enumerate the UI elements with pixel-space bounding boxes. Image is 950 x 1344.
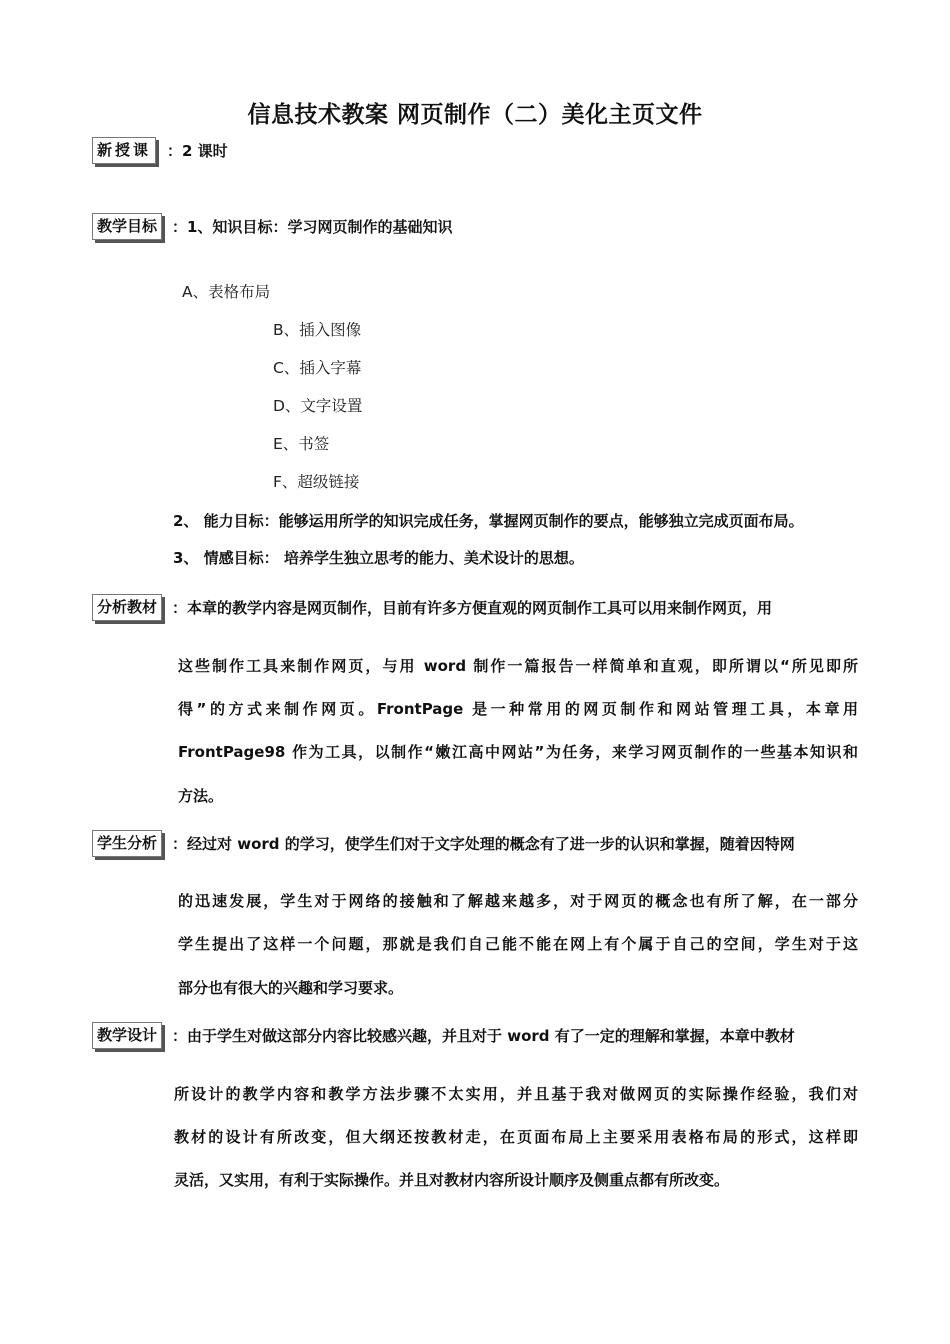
knowledge-goal: ：1、知识目标：学习网页制作的基础知识 (172, 218, 453, 236)
page-title: 信息技术教案 网页制作（二）美化主页文件 (247, 102, 703, 128)
student-line: 的迅速发展，学生对于网络的接触和了解越来越多，对于网页的概念也有所了解，在一部分 (178, 892, 858, 910)
textbook-line: 方法。 (178, 787, 224, 805)
tag-student-analysis: 学生分析 (92, 830, 162, 857)
tag-teaching-goals: 教学目标 (92, 213, 162, 240)
textbook-line: FrontPage98 作为工具，以制作“嫩江高中网站”为任务，来学习网页制作的一些基本知识和 (178, 743, 858, 761)
emotion-goal: 3、 情感目标： 培养学生独立思考的能力、美术设计的思想。 (173, 549, 584, 567)
design-line: 灵活，又实用，有利于实际操作。并且对教材内容所设计顺序及侧重点都有所改变。 (174, 1171, 730, 1189)
goal-item-a: A、表格布局 (182, 283, 271, 301)
textbook-line: ：本章的教学内容是网页制作，目前有许多方便直观的网页制作工具可以用来制作网页，用 (172, 599, 773, 617)
goal-item-e: E、书签 (273, 435, 330, 453)
tag-new-lesson: 新授课 (92, 137, 156, 164)
textbook-line: 这些制作工具来制作网页，与用 word 制作一篇报告一样简单和直观，即所谓以“所见即所 (178, 657, 858, 675)
goal-item-f: F、超级链接 (273, 473, 360, 491)
lesson-hours: ：2 课时 (167, 142, 228, 160)
goal-item-c: C、插入字幕 (273, 359, 362, 377)
textbook-line: 得”的方式来制作网页。FrontPage 是一种常用的网页制作和网站管理工具，本章用 (178, 700, 858, 718)
student-line: 学生提出了这样一个问题，那就是我们自己能不能在网上有个属于自己的空间，学生对于这 (178, 935, 858, 953)
goal-item-b: B、插入图像 (273, 321, 362, 339)
ability-goal: 2、 能力目标：能够运用所学的知识完成任务，掌握网页制作的要点，能够独立完成页面布局。 (173, 512, 804, 530)
goal-item-d: D、文字设置 (273, 397, 363, 415)
student-line: 部分也有很大的兴趣和学习要求。 (178, 979, 404, 997)
tag-teaching-design: 教学设计 (92, 1022, 162, 1049)
design-line: 教材的设计有所改变，但大纲还按教材走，在页面布局上主要采用表格布局的形式，这样即 (174, 1128, 858, 1146)
design-line: ：由于学生对做这部分内容比较感兴趣，并且对于 word 有了一定的理解和掌握，本章中教材 (172, 1027, 795, 1045)
student-line: ：经过对 word 的学习，使学生们对于文字处理的概念有了进一步的认识和掌握，随着因特网 (172, 835, 795, 853)
tag-textbook-analysis: 分析教材 (92, 594, 162, 621)
design-line: 所设计的教学内容和教学方法步骤不太实用，并且基于我对做网页的实际操作经验，我们对 (174, 1085, 858, 1103)
